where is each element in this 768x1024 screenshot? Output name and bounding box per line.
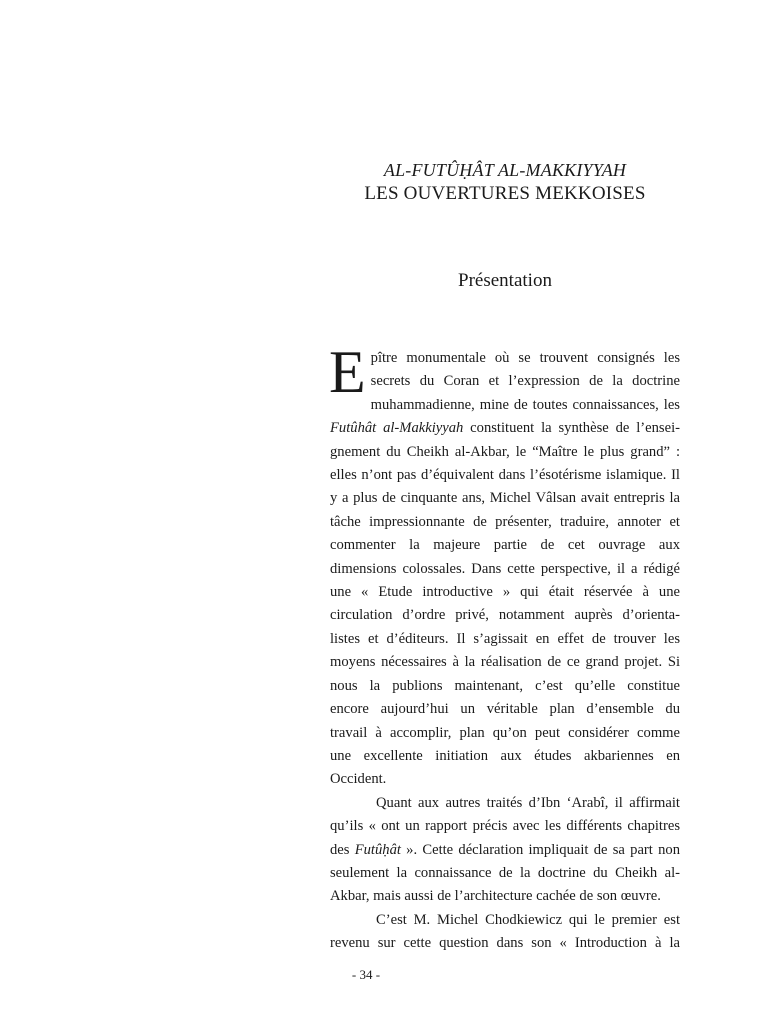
text-line: secrets du Coran et l’expression de la doctrine: [370, 373, 680, 390]
text-line: C’est M. Michel Chodkiewicz qui le premier est: [376, 911, 680, 928]
text-line: moyens nécessaires à la réalisation de ce grand projet. Si: [330, 654, 680, 671]
text-line: Occident.: [330, 771, 387, 788]
text-line: revenu sur cette question dans son « Introduction à la: [330, 935, 680, 952]
text-line: travail à accomplir, plan qu’on peut considérer comme: [330, 724, 680, 741]
text-line: Futûhât al-Makkiyyah constituent la synthèse de l’ensei-: [330, 420, 681, 437]
text-line: listes et d’éditeurs. Il s’agissait en effet de trouver les: [330, 630, 680, 647]
title-block: [330, 158, 680, 206]
text-line: une « Etude introductive » qui était réservée à une: [330, 584, 680, 601]
text-line: encore aujourd’hui un véritable plan d’ensemble du: [330, 701, 680, 718]
italic-title-ref: Futûhât al-Makkiyyah: [330, 420, 464, 437]
text-line: Akbar, mais aussi de l’architecture cachée de son œuvre.: [330, 888, 661, 905]
text-line: une excellente initiation aux études akbariennes en: [330, 747, 680, 764]
paragraph-2: [330, 792, 680, 909]
page-number: - 34 -: [351, 967, 381, 982]
text-line: tâche impressionnante de présenter, traduire, annoter et: [330, 513, 680, 530]
text-line: gnement du Cheikh al-Akbar, le “Maître le plus grand” :: [330, 443, 680, 460]
text-line: seulement la connaissance de la doctrine du Cheikh al-: [330, 864, 680, 881]
paragraph-3: [330, 909, 680, 956]
text-line: des Futûḥât ». Cette déclaration impliquait de sa part non: [330, 841, 680, 858]
text-line: pître monumentale où se trouvent consignés les: [370, 350, 680, 366]
paragraph-1: [329, 339, 681, 792]
text-line: elles n’ont pas d’équivalent dans l’ésotérisme islamique. Il: [330, 467, 680, 484]
italic-title-ref: Futûḥât: [354, 841, 401, 858]
text-line: y a plus de cinquante ans, Michel Vâlsan avait entrepris la: [330, 490, 680, 507]
drop-cap: E: [329, 339, 366, 405]
text-line: Quant aux autres traités d’Ibn ‘Arabî, il affirmait: [376, 794, 680, 811]
section-heading: Présentation: [458, 270, 552, 291]
text-line: dimensions colossales. Dans cette perspective, il a rédigé: [330, 560, 680, 577]
body-text: [329, 339, 681, 956]
book-title-french: LES OUVERTURES MEKKOISES: [364, 183, 646, 204]
book-title-arabic: AL-FUTÛḤÂT AL-MAKKIYYAH: [383, 160, 627, 180]
text-line: qu’ils « ont un rapport précis avec les différents chapitres: [330, 818, 680, 835]
text-line: commenter la majeure partie de cet ouvrage aux: [330, 537, 680, 554]
text-line: nous la publions maintenant, c’est qu’elle constitue: [330, 677, 680, 694]
text-line: muhammadienne, mine de toutes connaissances, les: [370, 396, 680, 413]
text-line: circulation d’ordre privé, notamment auprès d’orienta-: [330, 607, 680, 624]
